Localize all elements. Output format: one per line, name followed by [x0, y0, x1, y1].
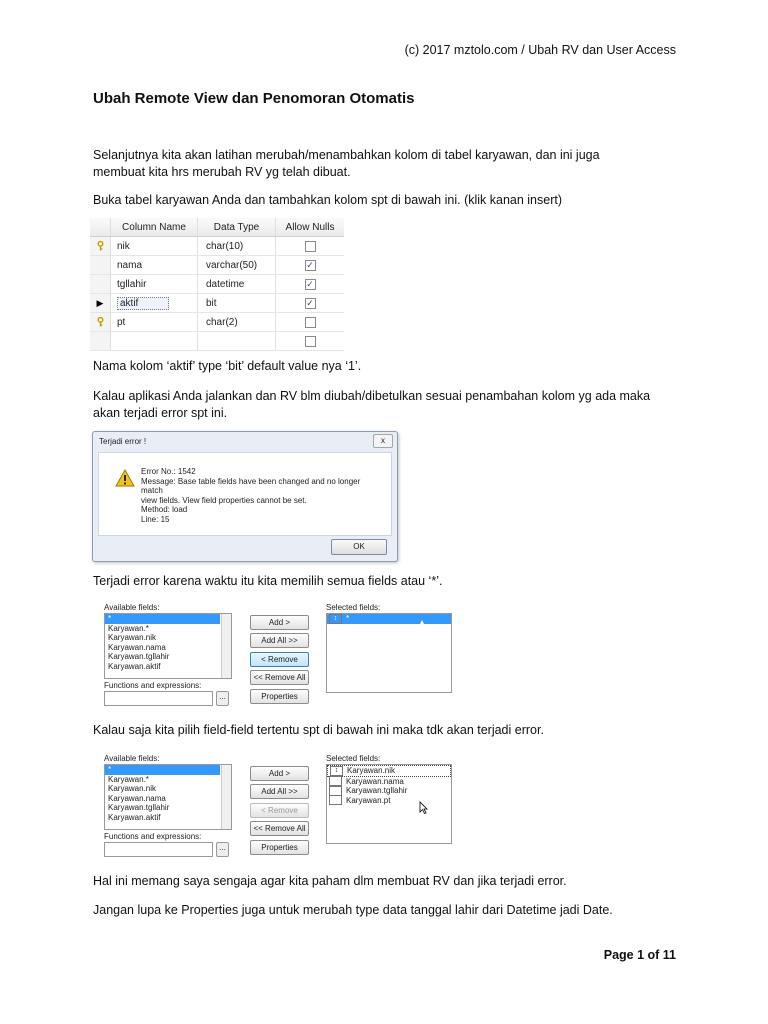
- cell-data-type[interactable]: char(2): [198, 313, 276, 331]
- mouse-cursor-icon: [419, 801, 428, 814]
- list-item-label: Karyawan.nik: [347, 766, 396, 775]
- list-item-label: Karyawan.pt: [346, 795, 391, 805]
- ellipsis-button[interactable]: ...: [216, 691, 229, 706]
- allow-nulls-checkbox[interactable]: ✓: [306, 259, 314, 270]
- list-item[interactable]: [327, 765, 451, 777]
- table-row[interactable]: [90, 313, 344, 332]
- paragraph-specific-fields: Kalau saja kita pilih field-field tertentu spt di bawah ini maka tdk akan terjadi error.: [93, 723, 544, 737]
- list-item[interactable]: [327, 796, 451, 806]
- list-item[interactable]: Karyawan.nik: [108, 784, 157, 793]
- scrollbar[interactable]: [221, 765, 231, 829]
- table-row[interactable]: [90, 237, 344, 256]
- error-text: Message: Base table fields have been changed and no longer match: [141, 476, 361, 495]
- list-item[interactable]: Karyawan.tgllahir: [108, 803, 170, 812]
- properties-button[interactable]: Properties: [250, 840, 309, 855]
- paragraph-line: membuat kita hrs merubah RV yg telah dibuat.: [93, 165, 351, 179]
- move-handle-icon[interactable]: [329, 776, 342, 786]
- add-all-button[interactable]: Add All >>: [250, 784, 309, 799]
- add-button[interactable]: Add >: [250, 615, 309, 630]
- list-item[interactable]: [327, 786, 451, 796]
- cell-data-type[interactable]: varchar(50): [198, 256, 276, 274]
- selected-fields-label: Selected fields:: [326, 754, 381, 763]
- move-handle-icon[interactable]: ↕: [330, 766, 343, 776]
- cell-column-name[interactable]: pt: [111, 313, 198, 331]
- functions-label: Functions and expressions:: [104, 832, 202, 841]
- close-button[interactable]: x: [373, 434, 393, 448]
- dialog-title: Terjadi error !: [99, 436, 147, 446]
- paragraph-intro: [93, 147, 683, 181]
- column-header-nulls[interactable]: Allow Nulls: [285, 221, 335, 233]
- list-item[interactable]: *: [105, 765, 220, 775]
- cell-data-type[interactable]: char(10): [198, 237, 276, 255]
- paragraph-line: Selanjutnya kita akan latihan merubah/menambahkan kolom di tabel karyawan, dan ini juga: [93, 148, 600, 162]
- paragraph-open-table: Buka tabel karyawan Anda dan tambahkan kolom spt di bawah ini. (klik kanan insert): [93, 193, 563, 207]
- table-row[interactable]: [90, 275, 344, 294]
- error-number: Error No.: 1542: [141, 467, 196, 476]
- selected-fields-list[interactable]: [326, 764, 452, 844]
- available-fields-label: Available fields:: [104, 754, 160, 763]
- selected-fields-label: Selected fields:: [326, 603, 381, 612]
- dialog-body: [98, 452, 392, 536]
- paragraph-error-cause: Terjadi error karena waktu itu kita memilih semua fields atau ‘*’.: [93, 574, 443, 588]
- list-item[interactable]: Karyawan.*: [108, 623, 149, 633]
- list-item-label: *: [346, 614, 350, 623]
- available-fields-list[interactable]: [104, 764, 232, 830]
- scrollbar[interactable]: [221, 614, 231, 678]
- cell-data-type[interactable]: [198, 332, 276, 350]
- error-message: [141, 467, 381, 524]
- allow-nulls-checkbox[interactable]: ✓: [306, 297, 314, 308]
- list-item[interactable]: [327, 777, 451, 787]
- column-header-name[interactable]: Column Name: [111, 218, 198, 236]
- ok-button[interactable]: OK: [331, 539, 387, 555]
- paragraph-line: akan terjadi error spt ini.: [93, 406, 228, 420]
- table-row[interactable]: [90, 294, 344, 313]
- error-line: Line: 15: [141, 514, 170, 524]
- list-item[interactable]: Karyawan.tgllahir: [108, 652, 170, 661]
- ellipsis-button[interactable]: ...: [216, 842, 229, 857]
- cell-column-name[interactable]: [111, 332, 198, 350]
- available-fields-list[interactable]: [104, 613, 232, 679]
- page-header: (c) 2017 mztolo.com / Ubah RV dan User Access: [404, 43, 676, 57]
- remove-all-button[interactable]: << Remove All: [250, 670, 309, 685]
- mouse-cursor-icon: [417, 620, 427, 630]
- cell-column-name[interactable]: nik: [111, 237, 198, 255]
- functions-label: Functions and expressions:: [104, 681, 202, 690]
- list-item[interactable]: Karyawan.nama: [108, 793, 166, 803]
- add-button[interactable]: Add >: [250, 766, 309, 781]
- list-item[interactable]: Karyawan.nama: [108, 642, 166, 652]
- table-design-grid: [90, 218, 344, 346]
- page-title: Ubah Remote View dan Penomoran Otomatis: [93, 90, 415, 107]
- allow-nulls-checkbox[interactable]: [305, 317, 316, 328]
- error-method: Method: load: [141, 505, 188, 514]
- key-icon: [90, 237, 111, 255]
- paragraph-column-note: Nama kolom ‘aktif’ type ‘bit’ default value nya ‘1’.: [93, 359, 362, 373]
- remove-button[interactable]: < Remove: [250, 652, 309, 667]
- row-pointer-icon: ▶: [96, 297, 104, 308]
- cell-column-name[interactable]: tgllahir: [111, 275, 198, 293]
- dialog-titlebar: [93, 432, 397, 450]
- allow-nulls-checkbox[interactable]: [305, 241, 316, 252]
- table-row[interactable]: [90, 332, 344, 351]
- page-number: Page 1 of 11: [603, 948, 676, 962]
- functions-input[interactable]: [104, 691, 213, 706]
- allow-nulls-checkbox[interactable]: [305, 336, 316, 347]
- table-row[interactable]: [90, 256, 344, 275]
- cell-column-name[interactable]: [111, 294, 198, 312]
- paragraph-line: Kalau aplikasi Anda jalankan dan RV blm diubah/dibetulkan sesuai penambahan kolom yg ada maka: [93, 389, 651, 403]
- move-handle-icon[interactable]: ↕: [329, 614, 342, 624]
- move-handle-icon[interactable]: [329, 786, 342, 796]
- properties-button[interactable]: Properties: [250, 689, 309, 704]
- field-picker-specific: [92, 754, 452, 864]
- functions-input[interactable]: [104, 842, 213, 857]
- key-icon: [90, 313, 111, 331]
- list-item-label: Karyawan.tgllahir: [346, 786, 408, 795]
- remove-button[interactable]: < Remove: [250, 803, 309, 818]
- error-text: view fields. View field properties cannot be set.: [141, 495, 307, 505]
- list-item[interactable]: Karyawan.aktif: [108, 812, 161, 822]
- available-fields-label: Available fields:: [104, 603, 160, 612]
- cell-data-type[interactable]: datetime: [198, 275, 276, 293]
- field-picker-all: [92, 603, 452, 713]
- paragraph-explanation: Hal ini memang saya sengaja agar kita paham dlm membuat RV dan jika terjadi error.: [93, 874, 567, 888]
- allow-nulls-checkbox[interactable]: ✓: [306, 278, 314, 289]
- list-item-label: Karyawan.nama: [346, 776, 404, 786]
- cell-text[interactable]: aktif: [117, 297, 169, 310]
- move-handle-icon[interactable]: [329, 795, 342, 805]
- table-header-row: [90, 218, 344, 237]
- cell-column-name[interactable]: nama: [111, 256, 198, 274]
- selected-fields-list[interactable]: [326, 613, 452, 693]
- list-item[interactable]: Karyawan.nik: [108, 633, 157, 642]
- list-item[interactable]: *: [105, 614, 220, 624]
- paragraph-properties-note: Jangan lupa ke Properties juga untuk merubah type data tanggal lahir dari Datetime jadi Date.: [93, 903, 613, 917]
- remove-all-button[interactable]: << Remove All: [250, 821, 309, 836]
- warning-icon: [115, 469, 135, 487]
- paragraph-error-intro: [93, 388, 683, 422]
- list-item[interactable]: Karyawan.aktif: [108, 661, 161, 671]
- cell-data-type[interactable]: bit: [198, 294, 276, 312]
- list-item[interactable]: Karyawan.*: [108, 774, 149, 784]
- list-item[interactable]: [327, 614, 451, 624]
- column-header-type[interactable]: Data Type: [198, 218, 276, 236]
- add-all-button[interactable]: Add All >>: [250, 633, 309, 648]
- error-dialog: [92, 431, 398, 562]
